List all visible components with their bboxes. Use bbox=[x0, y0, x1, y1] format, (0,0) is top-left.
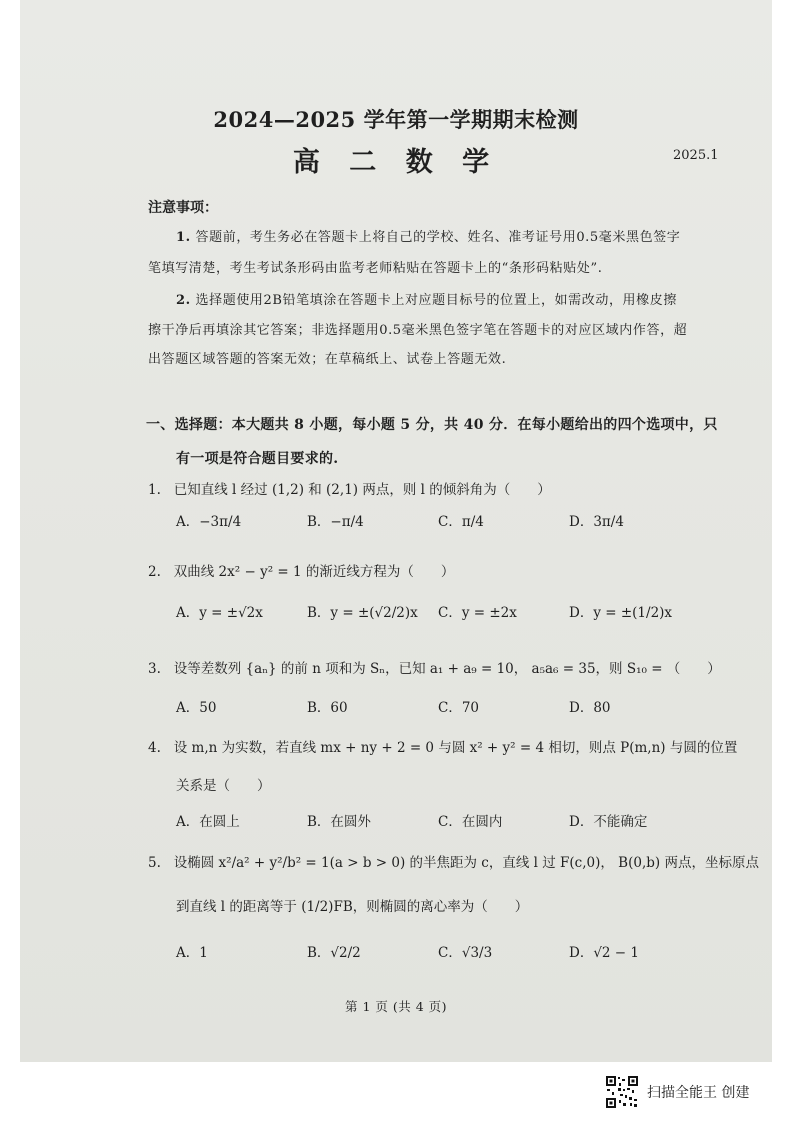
question-stem: 已知直线 l 经过 (1,2) 和 (2,1) 两点，则 l 的倾斜角为（ ） bbox=[173, 482, 551, 498]
notice-item-2-line-1 bbox=[176, 289, 677, 308]
qr-code-icon bbox=[605, 1075, 639, 1109]
question-1 bbox=[148, 478, 551, 498]
question-2 bbox=[148, 560, 454, 580]
question-stem: 设 m,n 为实数，若直线 mx + ny + 2 = 0 与圆 x² + y² = 4 相切，则点 P(m,n) 与圆的位置 bbox=[173, 740, 738, 756]
q4-option-a: A．在圆上 bbox=[176, 814, 240, 830]
q3-option-c: C．70 bbox=[438, 700, 480, 716]
notice-item-1-line-1 bbox=[176, 226, 680, 245]
q3-option-b: B．60 bbox=[307, 700, 348, 716]
notice-item-2-number: 2. bbox=[176, 293, 191, 308]
q1-option-c: C．π/4 bbox=[438, 514, 484, 530]
notice-heading: 注意事项： bbox=[148, 200, 218, 216]
question-number: 1. bbox=[148, 482, 161, 498]
q1-option-d: D．3π/4 bbox=[569, 514, 624, 530]
q2-option-c: C．y = ±2x bbox=[438, 605, 517, 621]
question-number: 3. bbox=[148, 661, 161, 677]
notice-item-1-text: 答题前，考生务必在答题卡上将自己的学校、姓名、准考证号用0.5毫米黑色签字 bbox=[195, 230, 681, 245]
notice-item-1-line-2: 笔填写清楚，考生考试条形码由监考老师粘贴在答题卡上的“条形码粘贴处”. bbox=[148, 261, 603, 276]
notice-item-2-line-3: 出答题区域答题的答案无效；在草稿纸上、试卷上答题无效. bbox=[148, 352, 507, 367]
question-stem: 设等差数列 {aₙ} 的前 n 项和为 Sₙ，已知 a₁ + a₉ = 10， a₅a₆ = 35，则 S₁₀ = （ ） bbox=[173, 661, 721, 677]
notice-item-2-text: 选择题使用2B铅笔填涂在答题卡上对应题目标号的位置上，如需改动，用橡皮擦 bbox=[195, 293, 677, 308]
question-5-cont: 到直线 l 的距离等于 (1/2)FB，则椭圆的离心率为（ ） bbox=[176, 899, 529, 915]
question-number: 4. bbox=[148, 740, 161, 756]
scanned-page bbox=[20, 0, 772, 1062]
question-4-cont: 关系是（ ） bbox=[176, 778, 271, 794]
q5-option-a: A．1 bbox=[176, 945, 208, 961]
question-stem: 双曲线 2x² − y² = 1 的渐近线方程为（ ） bbox=[173, 564, 455, 580]
exam-date: 2025.1 bbox=[673, 148, 719, 163]
watermark-text: 扫描全能王 创建 bbox=[647, 1085, 750, 1101]
q2-option-b: B．y = ±(√2/2)x bbox=[307, 605, 418, 621]
q3-option-a: A．50 bbox=[176, 700, 217, 716]
q4-option-c: C．在圆内 bbox=[438, 814, 503, 830]
page-number: 第 1 页 (共 4 页) bbox=[344, 999, 448, 1014]
q4-option-b: B．在圆外 bbox=[307, 814, 371, 830]
question-4 bbox=[148, 736, 737, 756]
section-1-heading: 一、选择题：本大题共 8 小题，每小题 5 分，共 40 分．在每小题给出的四个选项中，只 bbox=[146, 417, 718, 433]
q3-option-d: D．80 bbox=[569, 700, 611, 716]
q5-option-b: B．√2/2 bbox=[307, 945, 361, 961]
exam-subject: 高 二 数 学 bbox=[292, 147, 500, 178]
question-5 bbox=[148, 851, 759, 871]
q1-option-b: B．−π/4 bbox=[307, 514, 364, 530]
q2-option-a: A．y = ±√2x bbox=[176, 605, 263, 621]
question-3 bbox=[148, 657, 721, 677]
section-1-heading-cont: 有一项是符合题目要求的. bbox=[176, 451, 339, 467]
q1-option-a: A．−3π/4 bbox=[176, 514, 242, 530]
question-stem: 设椭圆 x²/a² + y²/b² = 1(a > b > 0) 的半焦距为 c，直线 l 过 F(c,0)， B(0,b) 两点，坐标原点 bbox=[173, 855, 759, 871]
q2-option-d: D．y = ±(1/2)x bbox=[569, 605, 673, 621]
question-number: 5. bbox=[148, 855, 161, 871]
exam-title: 2024—2025 学年第一学期期末检测 bbox=[213, 107, 579, 132]
notice-item-1-number: 1. bbox=[176, 230, 191, 245]
q5-option-d: D．√2 − 1 bbox=[569, 945, 640, 961]
notice-item-2-line-2: 擦干净后再填涂其它答案；非选择题用0.5毫米黑色签字笔在答题卡的对应区域内作答，超 bbox=[148, 323, 688, 338]
question-number: 2. bbox=[148, 564, 161, 580]
q4-option-d: D．不能确定 bbox=[569, 814, 648, 830]
q5-option-c: C．√3/3 bbox=[438, 945, 493, 961]
